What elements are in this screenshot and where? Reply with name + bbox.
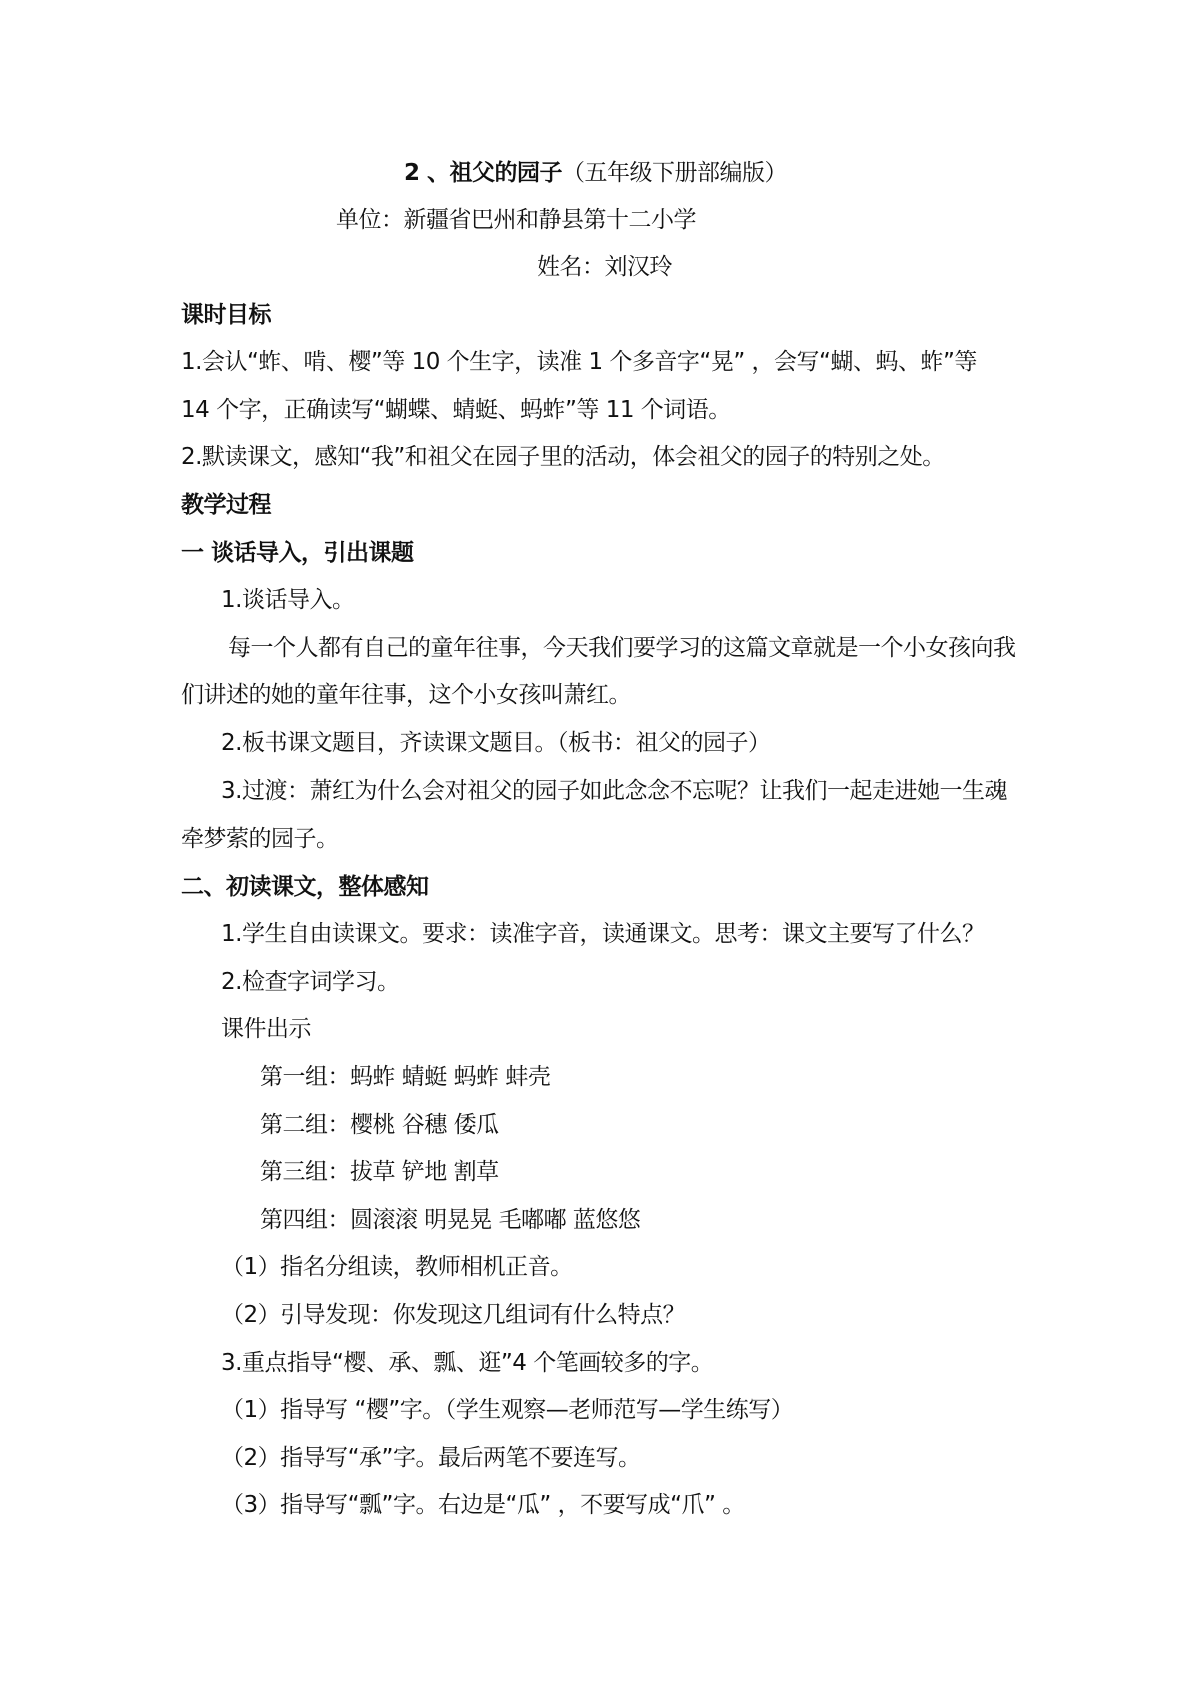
lesson-title-text: 2 、祖父的园子 <box>404 160 563 186</box>
paragraph-line: （3）指导写“瓢”字。右边是“瓜” ，不要写成“爪” 。 <box>221 1492 745 1518</box>
lesson-title <box>404 156 787 190</box>
goal-line: 14 个字，正确读写“蝴蝶、蜻蜓、蚂蚱”等 11 个词语。 <box>181 397 731 423</box>
goal-line: 1.会认“蚱、啃、樱”等 10 个生字，读准 1 个多音字“晃” ，会写“蝴、蚂、蚱”等 <box>181 349 977 375</box>
paragraph-line: （1）指名分组读，教师相机正音。 <box>221 1254 573 1280</box>
paragraph-line: 1.学生自由读课文。要求：读准字音，读通课文。思考：课文主要写了什么？ <box>221 921 985 947</box>
author-name: 姓名：刘汉玲 <box>537 254 672 280</box>
goal-line: 2.默读课文，感知“我”和祖父在园子里的活动，体会祖父的园子的特别之处。 <box>181 444 945 470</box>
paragraph-line: （1）指导写 “樱”字。（学生观察—老师范写—学生练写） <box>221 1397 794 1423</box>
paragraph-line: 3.重点指导“樱、承、瓢、逛”4 个笔画较多的字。 <box>221 1350 714 1376</box>
paragraph-line: 课件出示 <box>221 1016 311 1042</box>
paragraph-line: 牵梦萦的园子。 <box>181 826 339 852</box>
paragraph-line: 们讲述的她的童年往事，这个小女孩叫萧红。 <box>181 682 631 708</box>
paragraph-line: 每一个人都有自己的童年往事，今天我们要学习的这篇文章就是一个小女孩向我 <box>228 635 1016 661</box>
process-heading: 教学过程 <box>181 492 271 518</box>
word-group-line: 第四组：圆滚滚 明晃晃 毛嘟嘟 蓝悠悠 <box>260 1207 641 1233</box>
paragraph-line: 3.过渡：萧红为什么会对祖父的园子如此念念不忘呢？让我们一起走进她一生魂 <box>221 778 1007 804</box>
author-unit: 单位：新疆省巴州和静县第十二小学 <box>336 207 696 233</box>
section-heading: 二、初读课文，整体感知 <box>181 874 429 900</box>
paragraph-line: 2.板书课文题目，齐读课文题目。（板书：祖父的园子） <box>221 730 771 756</box>
paragraph-line: （2）指导写“承”字。最后两笔不要连写。 <box>221 1445 641 1471</box>
lesson-edition: （五年级下册部编版） <box>562 160 788 186</box>
paragraph-line: 1.谈话导入。 <box>221 587 355 613</box>
word-group-line: 第三组：拔草 铲地 割草 <box>260 1159 499 1185</box>
section-heading: 一 谈话导入，引出课题 <box>181 540 414 566</box>
word-group-line: 第二组：樱桃 谷穗 倭瓜 <box>260 1112 499 1138</box>
paragraph-line: （2）引导发现：你发现这几组词有什么特点？ <box>221 1302 686 1328</box>
word-group-line: 第一组：蚂蚱 蜻蜓 蚂蚱 蚌壳 <box>260 1064 551 1090</box>
paragraph-line: 2.检查字词学习。 <box>221 969 400 995</box>
goals-heading: 课时目标 <box>181 302 271 328</box>
